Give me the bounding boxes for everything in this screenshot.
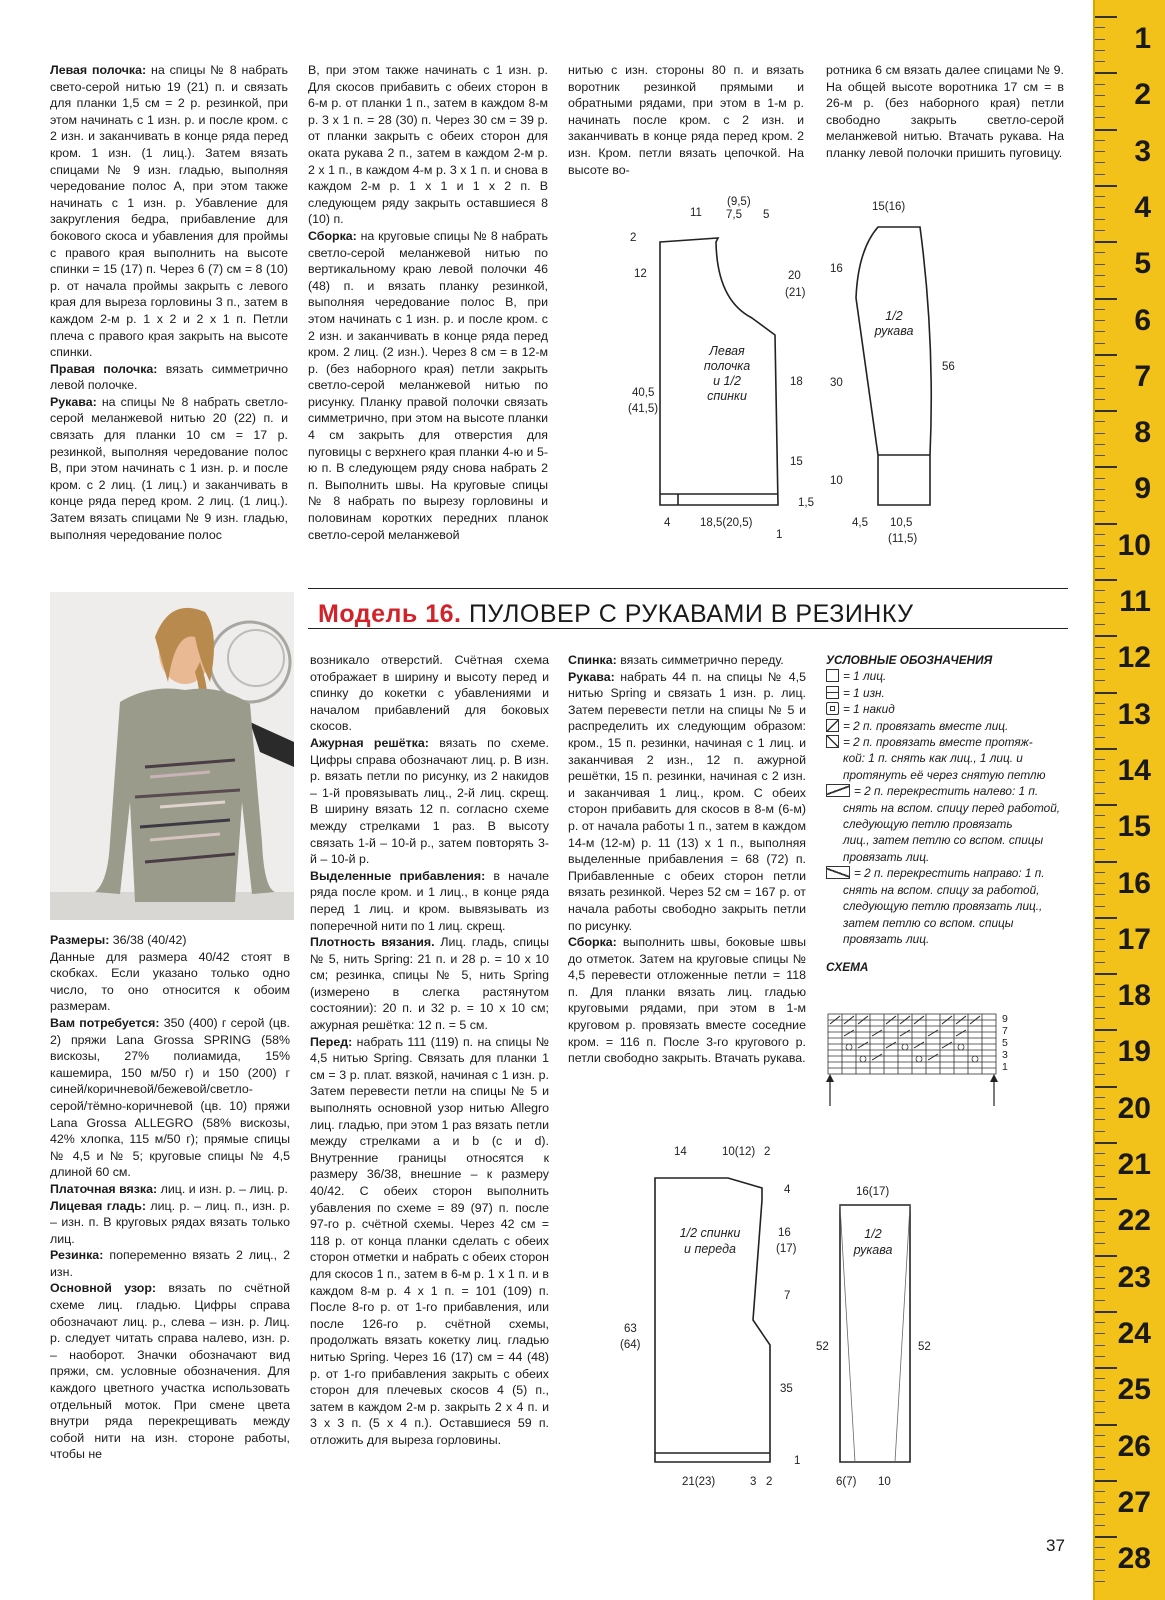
ruler-minor-tick: [1095, 264, 1105, 265]
page-number: 37: [1046, 1536, 1065, 1555]
dim: 12: [634, 268, 647, 280]
ruler-minor-tick: [1095, 838, 1105, 839]
ruler-minor-tick: [1095, 320, 1105, 321]
dim: 2: [766, 1476, 773, 1488]
ruler-minor-tick: [1095, 1412, 1105, 1413]
ruler-minor-tick: [1095, 1243, 1105, 1244]
dim: 16: [778, 1227, 791, 1239]
dim: 2: [630, 232, 637, 244]
bottom-col-1: [50, 932, 290, 1463]
ruler-number: 28: [1117, 1542, 1151, 1576]
dim: 15(16): [872, 201, 906, 213]
piece-label: 1/2 спинки: [679, 1226, 741, 1240]
ruler-minor-tick: [1095, 1570, 1105, 1571]
dim: 56: [942, 361, 955, 373]
ruler-minor-tick: [1095, 140, 1105, 141]
ruler-number: 6: [1134, 303, 1151, 337]
para: Правая полочка: вязать симметрично левой полочке.: [50, 361, 289, 393]
ruler-minor-tick: [1095, 1390, 1105, 1391]
dim: 1: [794, 1455, 801, 1467]
legend-item: снять на вспом. спицу перед работой, следующую петлю провязать: [843, 800, 1061, 832]
ruler-tick: [1095, 692, 1117, 694]
dim: 7: [784, 1290, 791, 1302]
ruler-tick: [1095, 1198, 1117, 1200]
top-col-3: [568, 62, 804, 178]
ruler-minor-tick: [1095, 1007, 1105, 1008]
ruler-tick: [1095, 1536, 1117, 1538]
yarn-over-symbol-icon: [826, 702, 839, 715]
ruler-minor-tick: [1095, 162, 1105, 163]
section-divider: [308, 588, 1068, 589]
ruler-minor-tick: [1095, 613, 1105, 614]
ruler-number: 4: [1134, 190, 1151, 224]
dim: 6(7): [836, 1476, 857, 1488]
cross-left-symbol-icon: [826, 784, 850, 797]
para: Вам потребуется: 350 (400) г серой (цв. 2) пряжи Lana Grossa SPRING (58% вискозы, 27% полиамида, 15% кашемира, 150 м/50 г) и 150 (200) г синей/коричневой/бежевой/светло-серой/тёмно-коричневой (цв. 10) пряжи Lana Grossa ALLEGRO (58% вискозы, 42% хлопка, 115 м/50 г); прямые спицы № 4,5 и № 5; круговые спицы № 4,5 длиной 60 см.: [50, 1015, 290, 1180]
dim: 3: [750, 1476, 757, 1488]
knit-symbol-icon: [826, 669, 839, 682]
ruler-number: 14: [1117, 753, 1151, 787]
ruler-minor-tick: [1095, 1446, 1105, 1447]
ruler-tick: [1095, 861, 1117, 863]
ruler-minor-tick: [1095, 1074, 1105, 1075]
legend-item: затем петлю со вспом. спицы провязать лиц.: [843, 915, 1014, 946]
piece-label: спинки: [707, 389, 747, 403]
ruler-minor-tick: [1095, 230, 1105, 231]
ruler-minor-tick: [1095, 703, 1105, 704]
ruler-tick: [1095, 635, 1117, 637]
ruler-minor-tick: [1095, 1041, 1105, 1042]
ruler-number: 19: [1117, 1035, 1151, 1069]
ruler-number: 20: [1117, 1091, 1151, 1125]
schematic-top: [620, 190, 960, 550]
ruler-minor-tick: [1095, 996, 1105, 997]
dim: 16: [830, 263, 843, 275]
ruler-minor-tick: [1095, 590, 1105, 591]
ruler-minor-tick: [1095, 1322, 1105, 1323]
ruler-minor-tick: [1095, 939, 1105, 940]
ruler-number: 1: [1134, 22, 1151, 55]
dim: 52: [918, 1341, 931, 1353]
ruler-minor-tick: [1095, 478, 1105, 479]
legend-item: снять на вспом. спицу за работой,: [843, 882, 1040, 897]
legend-item: = 2 п. провязать вместе лиц.: [826, 718, 1064, 734]
ruler-minor-tick: [1095, 275, 1105, 276]
ruler-minor-tick: [1095, 624, 1105, 625]
row-number: 9: [1002, 1013, 1008, 1025]
ruler-tick: [1095, 410, 1117, 412]
ruler-minor-tick: [1095, 1277, 1105, 1278]
dim: 1,5: [798, 497, 814, 509]
ruler-tick: [1095, 241, 1117, 243]
para: Лицевая гладь: лиц. р. – лиц. п., изн. р. – изн. п. В круговых рядах вязать только лиц.: [50, 1198, 290, 1246]
ruler-minor-tick: [1095, 388, 1105, 389]
ruler-minor-tick: [1095, 500, 1105, 501]
ruler-minor-tick: [1095, 894, 1105, 895]
ruler-number: 26: [1117, 1429, 1151, 1463]
ruler-tick: [1095, 1029, 1117, 1031]
para: Выделенные прибавления: в начале ряда после кром. и 1 лиц., в конце ряда перед 1 лиц. и кром. вывязывать из поперечной нити по 1 лиц. скрещ.: [310, 868, 549, 933]
ruler-minor-tick: [1095, 117, 1105, 118]
ruler-number: 11: [1119, 585, 1151, 618]
ruler-number: 16: [1117, 866, 1151, 900]
dim: 1: [776, 529, 783, 541]
ruler-minor-tick: [1095, 1288, 1105, 1289]
measuring-tape: [1093, 0, 1165, 1600]
ruler-minor-tick: [1095, 1435, 1105, 1436]
ruler-number: 18: [1117, 979, 1151, 1013]
ruler-minor-tick: [1095, 669, 1105, 670]
ruler-tick: [1095, 1086, 1117, 1088]
ruler-minor-tick: [1095, 106, 1105, 107]
row-number: 7: [1002, 1025, 1008, 1037]
ruler-minor-tick: [1095, 343, 1105, 344]
legend-item: кой: 1 п. снять как лиц., 1 лиц. и: [843, 751, 1023, 766]
ruler-minor-tick: [1095, 827, 1105, 828]
model-title: Модель 16. ПУЛОВЕР С РУКАВАМИ В РЕЗИНКУ: [318, 600, 914, 628]
ruler-minor-tick: [1095, 1547, 1105, 1548]
ruler-tick: [1095, 1367, 1117, 1369]
piece-label: и 1/2: [713, 374, 741, 388]
dim: 35: [780, 1383, 793, 1395]
ruler-minor-tick: [1095, 365, 1105, 366]
dim: (9,5): [727, 196, 751, 208]
top-col-2: [308, 62, 548, 543]
ruler-tick: [1095, 298, 1117, 300]
ruler-number: 2: [1134, 78, 1151, 112]
ruler-minor-tick: [1095, 534, 1105, 535]
ruler-minor-tick: [1095, 568, 1105, 569]
scheme-title: СХЕМА: [826, 960, 869, 975]
ruler-minor-tick: [1095, 770, 1105, 771]
ruler-number: 5: [1134, 247, 1151, 281]
k2tog-symbol-icon: [826, 719, 839, 732]
para: Размеры: 36/38 (40/42): [50, 933, 187, 947]
cross-right-symbol-icon: [826, 866, 850, 879]
ruler-minor-tick: [1095, 1119, 1105, 1120]
ruler-minor-tick: [1095, 545, 1105, 546]
ruler-tick: [1095, 354, 1117, 356]
ruler-number: 25: [1117, 1373, 1151, 1407]
legend-item: протянуть её через снятую петлю: [843, 767, 1046, 782]
para: Спинка: вязать симметрично переду.: [568, 653, 784, 667]
dim: 10,5: [890, 517, 913, 529]
dim: 2: [764, 1146, 771, 1158]
dim: (11,5): [888, 533, 918, 545]
ruler-minor-tick: [1095, 1221, 1105, 1222]
ruler-tick: [1095, 72, 1117, 74]
dim: (64): [620, 1339, 641, 1351]
top-col-4: [826, 62, 1064, 162]
ruler-minor-tick: [1095, 174, 1105, 175]
para: Ажурная решётка: вязать по схеме. Цифры справа обозначают лиц. р. В изн. р. вязать петли по рисунку, из 2 накидов – 1-й провязывать лиц., 2-й лиц. скрещ. В ширину вязать 12 п. согласно схеме между стрелками 1 раз. В высоту связать 1-й – 10-й р., затем повторять 3-й – 10-й р.: [310, 735, 549, 867]
para: возникало отверстий. Счётная схема отображает в ширину и высоту перед и спинку до кокетки с убавлениями и началом прибавлений для боковых скосов.: [310, 653, 549, 734]
schematic-bottom: [610, 1140, 970, 1500]
row-number: 3: [1002, 1049, 1008, 1061]
ruler-number: 23: [1117, 1260, 1151, 1294]
ruler-minor-tick: [1095, 1559, 1105, 1560]
row-number: 1: [1002, 1061, 1008, 1073]
ruler-tick: [1095, 466, 1117, 468]
ruler-minor-tick: [1095, 951, 1105, 952]
ruler-minor-tick: [1095, 725, 1105, 726]
para: нитью с изн. стороны 80 п. и вязать воротник резинкой прямыми и обратными рядами, при этом в 1-м р. начинать после кром. с 2 изн. и заканчивать в конце ряда перед кром. 2 изн. Кром. петли вязать цепочкой. На высоте во-: [568, 63, 804, 177]
ruler-minor-tick: [1095, 61, 1105, 62]
ruler-minor-tick: [1095, 1063, 1105, 1064]
ruler-tick: [1095, 1480, 1117, 1482]
ruler-number: 17: [1117, 922, 1151, 956]
ruler-minor-tick: [1095, 1097, 1105, 1098]
ruler-number: 15: [1117, 810, 1151, 844]
dim: 52: [816, 1341, 829, 1353]
ruler-minor-tick: [1095, 883, 1105, 884]
piece-label: 1/2: [864, 1227, 882, 1241]
ruler-number: 9: [1134, 472, 1151, 506]
ruler-minor-tick: [1095, 647, 1105, 648]
ruler-tick: [1095, 185, 1117, 187]
piece-label: полочка: [703, 359, 751, 373]
ruler-minor-tick: [1095, 556, 1105, 557]
ruler-minor-tick: [1095, 714, 1105, 715]
ruler-minor-tick: [1095, 399, 1105, 400]
ruler-number: 3: [1134, 134, 1151, 168]
piece-label: 1/2: [885, 309, 903, 323]
ruler-number: 27: [1117, 1485, 1151, 1519]
ruler-minor-tick: [1095, 286, 1105, 287]
ruler-number: 8: [1134, 416, 1151, 450]
legend-item: = 1 накид: [826, 701, 1064, 717]
body-outline: [655, 1178, 770, 1462]
para: Основной узор: вязать по счётной схеме лиц. гладью. Цифры справа обозначают лиц. р., слева – изн. р. Лиц. р. следует читать справа налево, изн. р. – наоборот. Значки обозначают вид пряжи, см. условные обозначения. Для каждого цветного участка использовать отдельный моток. При смене цвета внутри ряда перекрещивать между собой нити на изн. стороне работы, чтобы не: [50, 1281, 291, 1462]
ruler-minor-tick: [1095, 421, 1105, 422]
ruler-minor-tick: [1095, 50, 1105, 51]
ruler-minor-tick: [1095, 793, 1105, 794]
ruler-tick: [1095, 579, 1117, 581]
ruler-minor-tick: [1095, 331, 1105, 332]
piece-label: рукава: [874, 324, 914, 338]
dim: 7,5: [726, 209, 742, 221]
legend-item: = 1 изн.: [826, 685, 1064, 701]
ruler-minor-tick: [1095, 84, 1105, 85]
para: Данные для размера 40/42 стоят в скобках. Если указано только одно число, то оно относится к обоим размерам.: [50, 949, 290, 1014]
ruler-tick: [1095, 973, 1117, 975]
para: Платочная вязка: лиц. и изн. р. – лиц. р.: [50, 1181, 288, 1196]
legend-item: = 1 лиц.: [826, 668, 1064, 684]
para: В, при этом также начинать с 1 изн. р. Для скосов прибавить с обеих сторон в 6-м р. от планки 1 п., затем в каждом 8-м р. 3 х 1 п. = 28 (30) п. Через 30 см = 39 р. от планки закрыть с обеих сторон для оката рукава 2 п., затем в каждом 2-м р. 2 х 1 п., в каждом 4-м р. 3 х 1 п. и снова в каждом 2-м р. 1 х 1 и 1 х 2 п. В следующем ряду закрыть оставшиеся 8 (10) п.: [308, 63, 548, 227]
ruler-minor-tick: [1095, 737, 1105, 738]
ruler-minor-tick: [1095, 906, 1105, 907]
ruler-number: 22: [1117, 1204, 1151, 1238]
ruler-tick: [1095, 129, 1117, 131]
legend-item: следующую петлю провязать лиц.,: [843, 899, 1043, 914]
ruler-minor-tick: [1095, 444, 1105, 445]
ruler-number: 7: [1134, 359, 1151, 393]
bottom-col-2: [310, 652, 549, 1449]
dim: 20: [788, 270, 801, 282]
dim: 16(17): [856, 1186, 890, 1198]
bottom-col-3: [568, 652, 806, 1067]
ssk-symbol-icon: [826, 735, 839, 748]
ruler-minor-tick: [1095, 1333, 1105, 1334]
dim: 30: [830, 377, 843, 389]
dim: 4: [784, 1184, 791, 1196]
ruler-minor-tick: [1095, 872, 1105, 873]
ruler-minor-tick: [1095, 489, 1105, 490]
ruler-minor-tick: [1095, 1469, 1105, 1470]
legend: [826, 652, 1064, 976]
model-photo: [50, 592, 294, 920]
para: ротника 6 см вязать далее спицами № 9. На общей высоте воротника 17 см = в 26-м р. (без наборного края) петли свободно закрыть светло-серой меланжевой нитью. Втачать рукава. На планку левой полочки пришить пуговицу.: [826, 63, 1064, 160]
dim: 15: [790, 456, 803, 468]
para: Рукава: набрать 44 п. на спицы № 4,5 нитью Spring и связать 1 изн. р. лиц. Затем перевести петли на спицы № 5 и распределить их следующим образом: кром., 15 п. резинки, начиная с 1 лиц. и заканчивая 2 изн., 12 п. ажурной решётки, 15 п. резинки, начиная с 2 изн. и заканчивая 1 лиц., кром. С обеих сторон прибавить для скосов в 8-м (6-м) р. от начала работы 1 п., затем в каждом 14-м (12-м) р. 11 (13) х 1 п., выполняя выделенные прибавления = 68 (72) п. Прибавленные с обеих сторон петли вязать резинкой. Через 52 см = 167 р. от начала работы свободно закрыть петли по рисунку.: [568, 669, 806, 933]
ruler-minor-tick: [1095, 1581, 1105, 1582]
ruler-minor-tick: [1095, 219, 1105, 220]
top-col-1: [50, 62, 288, 543]
ruler-minor-tick: [1095, 1165, 1105, 1166]
ruler-tick: [1095, 1255, 1117, 1257]
ruler-minor-tick: [1095, 1502, 1105, 1503]
ruler-tick: [1095, 1424, 1117, 1426]
dim: (21): [785, 287, 806, 299]
dim: 5: [763, 209, 770, 221]
ruler-number: 10: [1117, 528, 1151, 562]
dim: 4: [664, 517, 671, 529]
ruler-minor-tick: [1095, 1457, 1105, 1458]
ruler-tick: [1095, 16, 1117, 18]
ruler-minor-tick: [1095, 1232, 1105, 1233]
para: Перед: набрать 111 (119) п. на спицы № 4,5 нитью Spring. Связать для планки 1 см = 3 р. плат. вязкой, начиная с 1 изн. р. Затем перевести петли на спицы № 5 и выполнять основной узор нитью Allegro лиц. гладью, при этом 1 раз вязать петли между стрелками a и b (c и d). Внутренние границы относятся к размеру 36/38, внешние – к размеру 40/42. С обеих сторон выполнить убавления по схеме = 89 (97) п. после 97-го р. счётной схемы. Через 42 см = 118 р. от конца планки сделать с обеих сторон отметки и набрать с обеих сторон для скосов 1 п., затем в 6-м р. 1 х 1 п. и в каждом 8-м р. 4 х 1 п. = 101 (109) п. После 8-го р. от 1-го прибавления, или после 126-го р. счётной схемы, продолжать вязать кокетку лиц. гладью нитью Spring. Через 16 (17) см = 44 (48) р. от 1-го прибавления закрыть с обеих сторон для плечевых скосов 4 (5) п., затем в каждом 2-м р. закрыть 2 х 4 п. и 3 х 3 п. (5 х 4 п.). Оставшиеся 59 п. отложить для выреза горловины.: [310, 1034, 549, 1447]
piece-label: и переда: [684, 1242, 736, 1256]
dim: 4,5: [852, 517, 868, 529]
dim: 21(23): [682, 1476, 716, 1488]
ruler-minor-tick: [1095, 1187, 1105, 1188]
ruler-minor-tick: [1095, 1153, 1105, 1154]
ruler-minor-tick: [1095, 151, 1105, 152]
ruler-minor-tick: [1095, 849, 1105, 850]
ruler-minor-tick: [1095, 815, 1105, 816]
ruler-minor-tick: [1095, 962, 1105, 963]
row-number: 5: [1002, 1037, 1008, 1049]
legend-item: провязать лиц.: [843, 849, 930, 864]
dim: 14: [674, 1146, 687, 1158]
dim: 10(12): [722, 1146, 756, 1158]
ruler-minor-tick: [1095, 95, 1105, 96]
ruler-minor-tick: [1095, 1131, 1105, 1132]
ruler-minor-tick: [1095, 984, 1105, 985]
dim: 18,5(20,5): [700, 517, 753, 529]
dim: (41,5): [628, 403, 659, 415]
legend-title: УСЛОВНЫЕ ОБОЗНАЧЕНИЯ: [826, 653, 993, 667]
ruler-tick: [1095, 748, 1117, 750]
ruler-minor-tick: [1095, 207, 1105, 208]
ruler-minor-tick: [1095, 1514, 1105, 1515]
ruler-minor-tick: [1095, 1176, 1105, 1177]
legend-item: лиц., затем петлю со вспом. спицы: [843, 833, 1044, 848]
ruler-tick: [1095, 804, 1117, 806]
piece-label: рукава: [853, 1243, 893, 1257]
ruler-minor-tick: [1095, 1210, 1105, 1211]
purl-symbol-icon: [826, 686, 839, 699]
ruler-minor-tick: [1095, 1401, 1105, 1402]
legend-item: = 2 п. провязать вместе протяж-: [826, 734, 1064, 750]
sleeve-outline: [856, 227, 931, 505]
ruler-minor-tick: [1095, 680, 1105, 681]
ruler-tick: [1095, 1142, 1117, 1144]
ruler-number: 24: [1117, 1316, 1151, 1350]
ruler-minor-tick: [1095, 27, 1105, 28]
ruler-minor-tick: [1095, 1052, 1105, 1053]
dim: 40,5: [632, 387, 655, 399]
legend-item: = 2 п. перекрестить налево: 1 п.: [826, 783, 1064, 799]
dim: 10: [830, 475, 843, 487]
ruler-minor-tick: [1095, 1300, 1105, 1301]
dim: 11: [690, 207, 702, 219]
knitting-chart: [826, 1012, 1026, 1110]
dim: (17): [776, 1243, 797, 1255]
ruler-tick: [1095, 917, 1117, 919]
ruler-minor-tick: [1095, 196, 1105, 197]
dim: 63: [624, 1323, 637, 1335]
ruler-minor-tick: [1095, 1018, 1105, 1019]
ruler-minor-tick: [1095, 1525, 1105, 1526]
ruler-number: 12: [1117, 641, 1151, 675]
dim: 10: [878, 1476, 891, 1488]
ruler-minor-tick: [1095, 1108, 1105, 1109]
dim: 18: [790, 376, 803, 388]
legend-item: = 2 п. перекрестить направо: 1 п.: [826, 865, 1064, 881]
para: Рукава: на спицы № 8 набрать светло-серой меланжевой нитью 20 (22) п. и связать для планки 10 см = 17 р. резинкой, выполняя чередование полос В, при этом начинать с 1 изн. р. и после кром. с 2 лиц. (1 лиц.) и заканчивать в конце ряда перед кром. 2 лиц. (1 лиц.). Затем вязать спицами № 9 изн. гладью, выполняя чередование полос: [50, 394, 288, 542]
photo-illustration: [50, 592, 294, 920]
ruler-minor-tick: [1095, 1356, 1105, 1357]
para: Плотность вязания. Лиц. гладь, спицы № 5, нить Spring: 21 п. и 28 р. = 10 х 10 см; резинка, спицы № 5, нить Spring (измерено в слегка растянутом состоянии): 20 п. и 32 р. = 10 х 10 см; ажурная решётка: 12 п. = 5 см.: [310, 935, 549, 1033]
ruler-minor-tick: [1095, 658, 1105, 659]
ruler-minor-tick: [1095, 252, 1105, 253]
para: Сборка: на круговые спицы № 8 набрать светло-серой меланжевой нитью по вертикальному краю левой полочки 46 (48) п. и вязать планку резинкой, выполняя чередование полос В, при этом начинать с 1 изн. р. и после кром. с 2 изн. и заканчивать в конце ряда перед кром. 2 лиц. (2 изн.). Через 8 см = в 12-м р. (без наборного края) петли закрыть светло-серой меланжевой нитью по рисунку. Планку правой полочки связать симметрично, при этом на высоте планки 4 см закрыть для отверстия для пуговицы с верхнего края планки 4-ю и 5-ю п. В следующем ряду снова набрать 2 п. Выполнить швы. На круговые спицы № 8 набрать по вырезу горловины и половинам коротких передних планок светло-серой меланжевой: [308, 228, 548, 542]
ruler-minor-tick: [1095, 782, 1105, 783]
ruler-minor-tick: [1095, 455, 1105, 456]
ruler-minor-tick: [1095, 376, 1105, 377]
ruler-number: 21: [1117, 1148, 1151, 1181]
ruler-minor-tick: [1095, 433, 1105, 434]
ruler-minor-tick: [1095, 602, 1105, 603]
piece-label: Левая: [709, 344, 745, 358]
ruler-minor-tick: [1095, 928, 1105, 929]
ruler-minor-tick: [1095, 1378, 1105, 1379]
ruler-number: 13: [1117, 697, 1151, 731]
para: Резинка: попеременно вязать 2 лиц., 2 изн.: [50, 1248, 290, 1279]
ruler-minor-tick: [1095, 1491, 1105, 1492]
ruler-minor-tick: [1095, 1266, 1105, 1267]
ruler-tick: [1095, 523, 1117, 525]
chart-arrows: [826, 1074, 998, 1082]
ruler-minor-tick: [1095, 759, 1105, 760]
para: Сборка: выполнить швы, боковые швы до отметок. Затем на круговые спицы № 4,5 перевести отложенные петли = 118 п. Для планки вязать лиц. гладью круговыми рядами, при этом в 1-м круговом р. провязать вместе соседние кром. = 116 п. После 3-го кругового р. петли свободно закрыть. Втачать рукава.: [568, 935, 806, 1066]
para: Левая полочка: на спицы № 8 набрать свето-серой нитью 19 (21) п. и связать для планки 1,5 см = 2 р. резинкой, при этом начинать с 1 изн. р. и после кром. с 2 изн. и заканчивать в конце ряда перед кром. 1 изн. (1 лиц.). Затем вязать спицами № 9 изн. гладью, выполняя чередование полос А, при этом также начинать с 1 изн. р. Убавление для закругления бедра, прибавление для бокового скоса и убавления для проймы с правого края выполнить на высоте спинки = 15 (17) п. Через 6 (7) см = 8 (10) р. от начала проймы закрыть с левого края для выреза горловины 3 п., затем в каждом 2-м р. 1 х 2 и 2 х 1 п. Петли плеча с правого края закрыть на высоте спинки.: [50, 63, 288, 360]
ruler-minor-tick: [1095, 309, 1105, 310]
ruler-minor-tick: [1095, 511, 1105, 512]
ruler-minor-tick: [1095, 1345, 1105, 1346]
ruler-minor-tick: [1095, 39, 1105, 40]
ruler-tick: [1095, 1311, 1117, 1313]
